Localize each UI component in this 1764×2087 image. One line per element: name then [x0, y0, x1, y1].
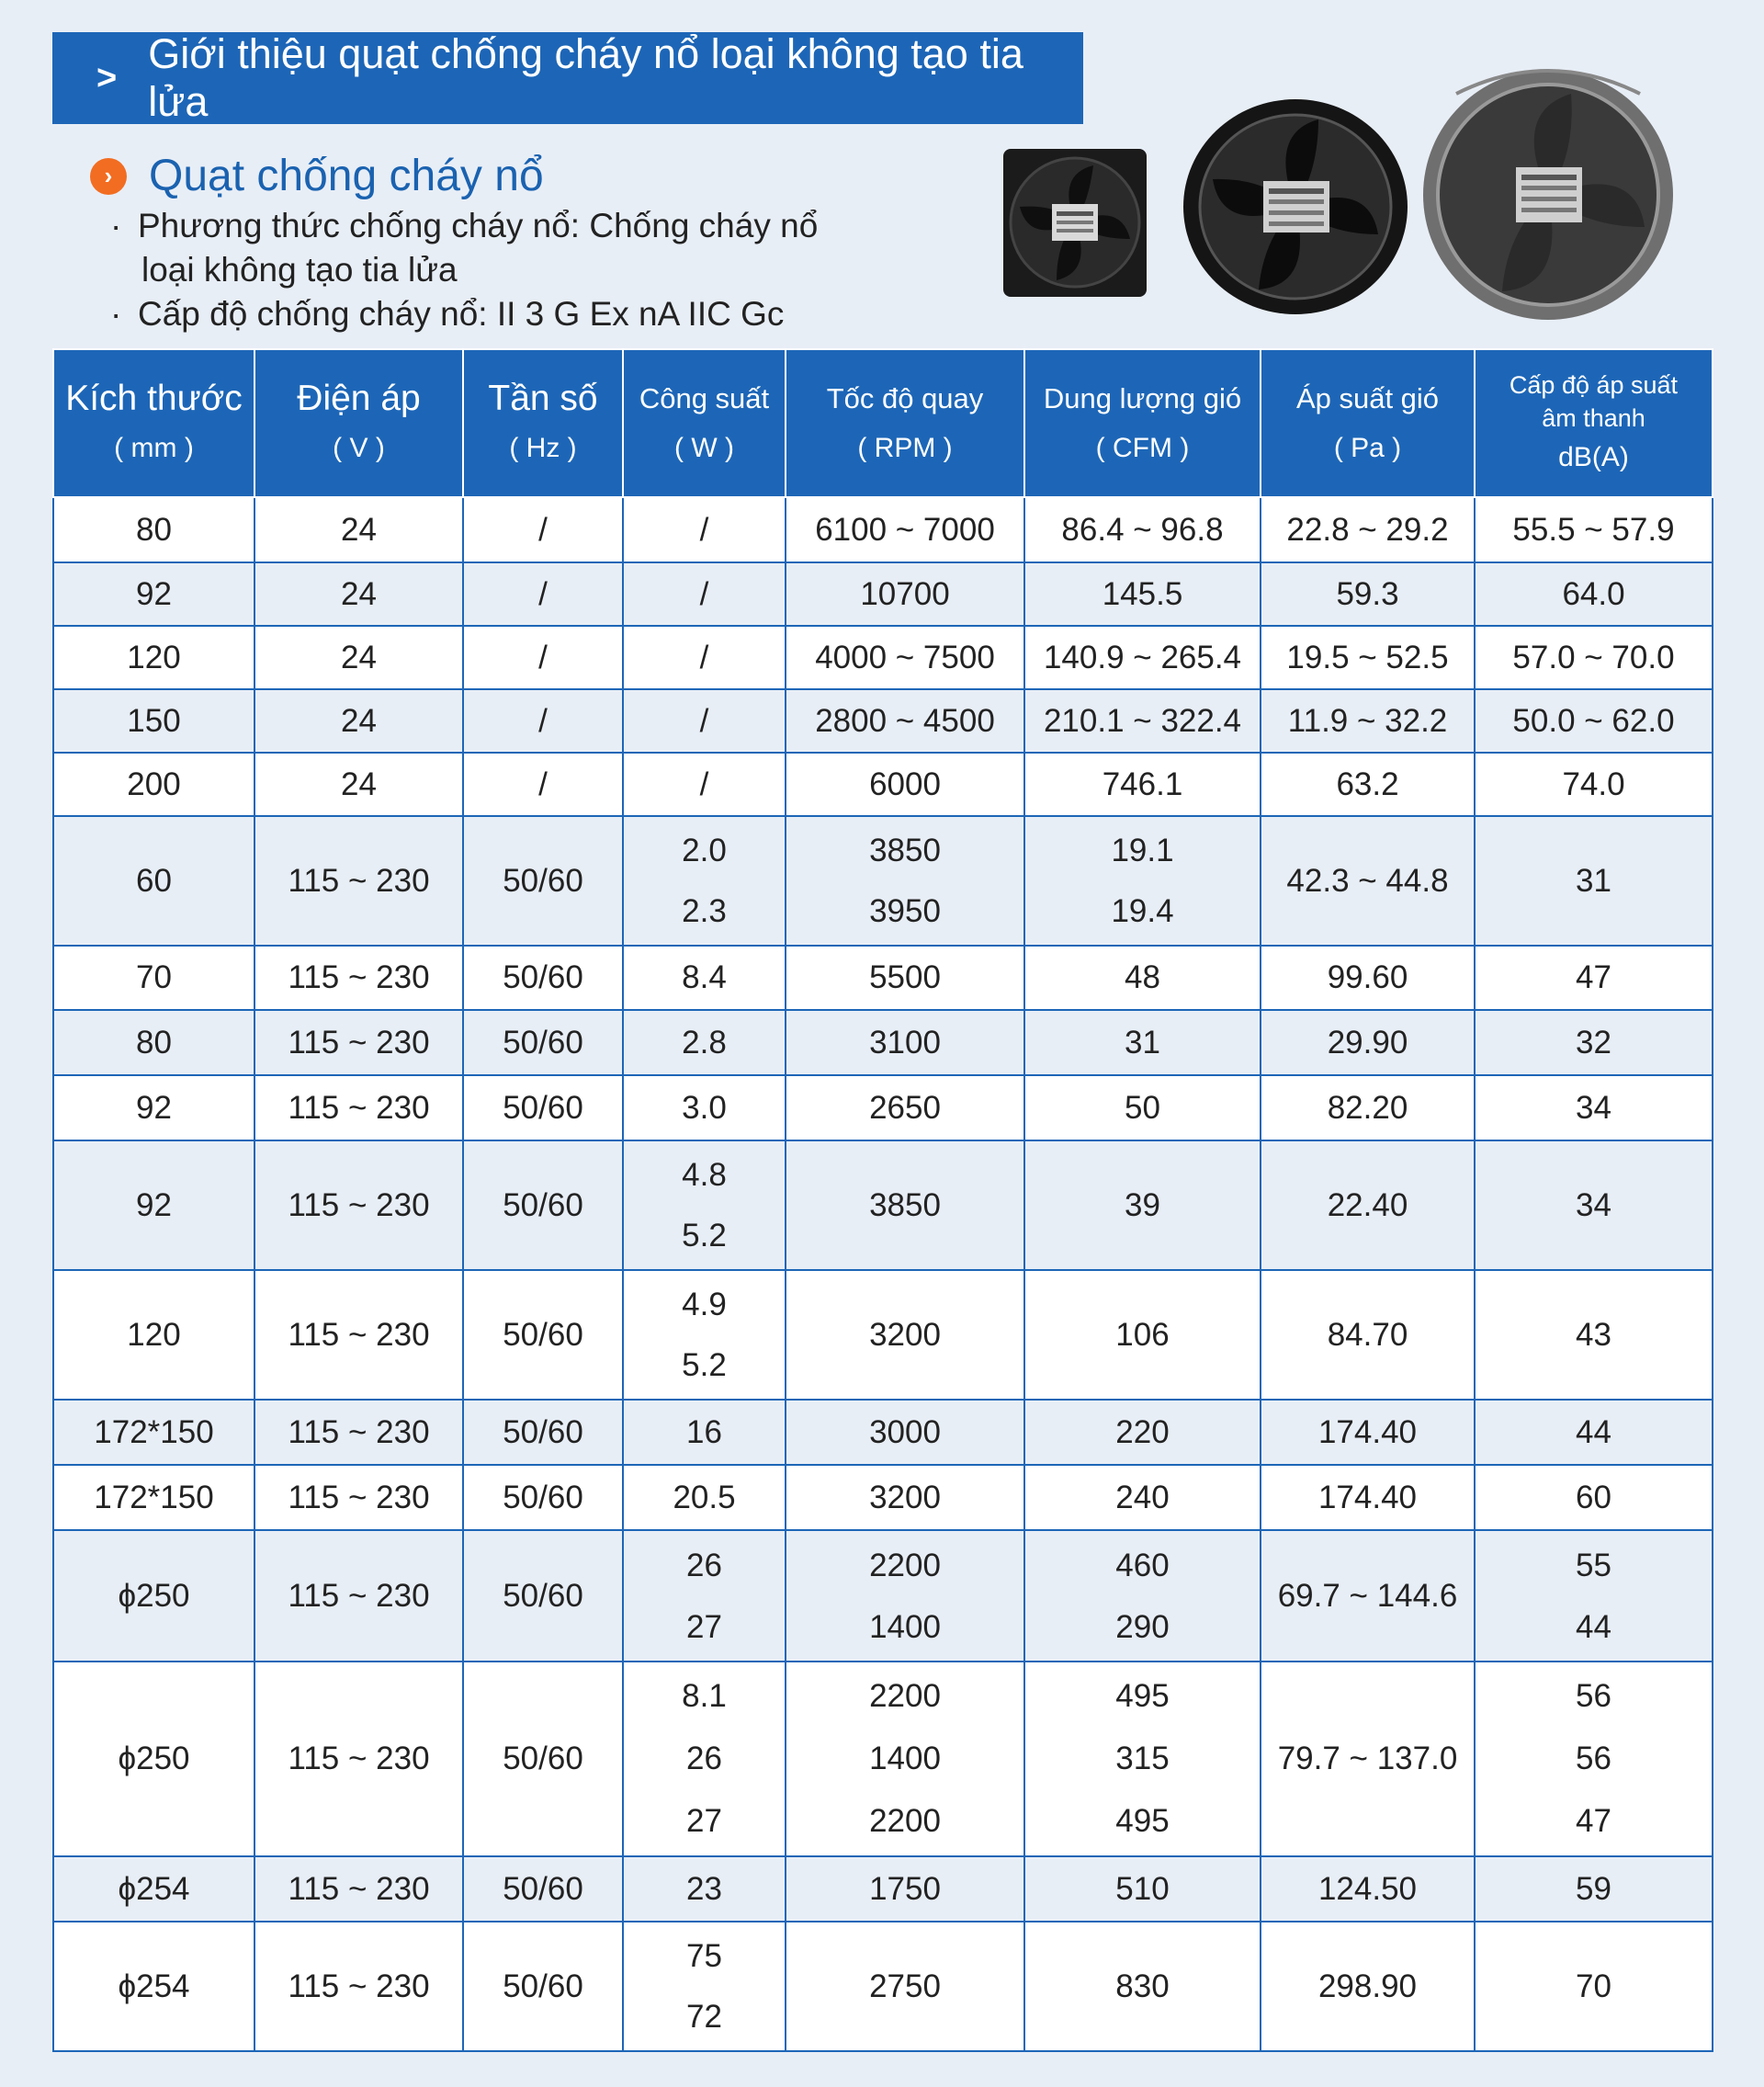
table-cell: 172*150 [53, 1400, 254, 1465]
table-row [53, 1075, 1713, 1140]
table-cell: 115 ~ 230 [254, 1140, 463, 1270]
table-row [53, 497, 1713, 562]
table-cell: 84.70 [1261, 1270, 1475, 1400]
table-cell: 6000 [786, 753, 1024, 816]
round-fan-black-photo [1181, 96, 1410, 317]
table-cell: 50 [1024, 1075, 1261, 1140]
table-cell: 80 [53, 497, 254, 562]
table-cell: 86.4 ~ 96.8 [1024, 497, 1261, 562]
table-header-row [53, 349, 1713, 497]
table-cell: 124.50 [1261, 1856, 1475, 1922]
table-cell: 31 [1475, 816, 1713, 946]
table-cell: 115 ~ 230 [254, 1856, 463, 1922]
table-cell: 39 [1024, 1140, 1261, 1270]
table-cell: 145.5 [1024, 562, 1261, 626]
subheading-text: Quạt chống cháy nổ [149, 152, 544, 200]
table-cell: 298.90 [1261, 1922, 1475, 2051]
table-cell: 115 ~ 230 [254, 1270, 463, 1400]
table-cell: 74.0 [1475, 753, 1713, 816]
table-cell: 4.8 5.2 [623, 1140, 786, 1270]
table-cell: 3.0 [623, 1075, 786, 1140]
table-cell: 50/60 [463, 1400, 623, 1465]
table-row [53, 753, 1713, 816]
table-cell: 115 ~ 230 [254, 1922, 463, 2051]
table-cell: / [463, 562, 623, 626]
table-cell: 63.2 [1261, 753, 1475, 816]
table-cell: 60 [53, 816, 254, 946]
table-cell: 92 [53, 1140, 254, 1270]
table-cell: 8.1 26 27 [623, 1662, 786, 1856]
table-row [53, 1922, 1713, 2051]
header-airflow: Dung lượng gió ( CFM ) [1024, 349, 1261, 497]
table-cell: 75 72 [623, 1922, 786, 2051]
table-cell: / [463, 753, 623, 816]
table-cell: 80 [53, 1010, 254, 1075]
table-cell: 70 [53, 946, 254, 1010]
table-cell: 2800 ~ 4500 [786, 689, 1024, 753]
table-cell: 23 [623, 1856, 786, 1922]
table-row [53, 1270, 1713, 1400]
table-cell: 64.0 [1475, 562, 1713, 626]
table-cell: 10700 [786, 562, 1024, 626]
table-cell: 200 [53, 753, 254, 816]
table-cell: 746.1 [1024, 753, 1261, 816]
table-cell: 2750 [786, 1922, 1024, 2051]
feature-item: · Cấp độ chống cháy nổ: II 3 G Ex nA IIC Gc [110, 295, 785, 333]
table-cell: 115 ~ 230 [254, 1075, 463, 1140]
table-row [53, 1140, 1713, 1270]
table-row [53, 946, 1713, 1010]
subheading [90, 151, 544, 201]
table-cell: 220 [1024, 1400, 1261, 1465]
table-cell: 210.1 ~ 322.4 [1024, 689, 1261, 753]
table-cell: 82.20 [1261, 1075, 1475, 1140]
table-cell: 174.40 [1261, 1465, 1475, 1530]
section-banner [52, 32, 1083, 124]
table-cell: 22.8 ~ 29.2 [1261, 497, 1475, 562]
table-cell: ϕ250 [53, 1530, 254, 1662]
table-cell: 55 44 [1475, 1530, 1713, 1662]
table-cell: 31 [1024, 1010, 1261, 1075]
header-frequency: Tần số ( Hz ) [463, 349, 623, 497]
table-row [53, 626, 1713, 689]
table-row [53, 1530, 1713, 1662]
table-cell: 3100 [786, 1010, 1024, 1075]
table-cell: 4.9 5.2 [623, 1270, 786, 1400]
table-cell: 48 [1024, 946, 1261, 1010]
table-cell: 50/60 [463, 1075, 623, 1140]
table-cell: 24 [254, 689, 463, 753]
table-cell: 24 [254, 497, 463, 562]
table-cell: 50/60 [463, 1530, 623, 1662]
table-cell: 50/60 [463, 1010, 623, 1075]
chevron-right-icon: › [90, 158, 127, 195]
table-cell: 60 [1475, 1465, 1713, 1530]
table-cell: 42.3 ~ 44.8 [1261, 816, 1475, 946]
table-cell: 115 ~ 230 [254, 816, 463, 946]
table-cell: 106 [1024, 1270, 1261, 1400]
table-cell: 47 [1475, 946, 1713, 1010]
table-cell: 3000 [786, 1400, 1024, 1465]
table-cell: 50.0 ~ 62.0 [1475, 689, 1713, 753]
table-cell: 3200 [786, 1270, 1024, 1400]
table-cell: 495 315 495 [1024, 1662, 1261, 1856]
table-cell: 50/60 [463, 1270, 623, 1400]
table-cell: 115 ~ 230 [254, 1400, 463, 1465]
table-cell: 69.7 ~ 144.6 [1261, 1530, 1475, 1662]
table-cell: 3850 3950 [786, 816, 1024, 946]
table-row [53, 1010, 1713, 1075]
table-cell: ϕ254 [53, 1856, 254, 1922]
table-cell: 115 ~ 230 [254, 1662, 463, 1856]
table-cell: 2.8 [623, 1010, 786, 1075]
table-cell: 59 [1475, 1856, 1713, 1922]
table-cell: / [463, 497, 623, 562]
table-cell: 92 [53, 562, 254, 626]
table-row [53, 1400, 1713, 1465]
table-cell: 50/60 [463, 1922, 623, 2051]
table-cell: ϕ250 [53, 1662, 254, 1856]
table-cell: 32 [1475, 1010, 1713, 1075]
square-fan-photo [1001, 147, 1148, 299]
table-cell: 115 ~ 230 [254, 1010, 463, 1075]
table-cell: 50/60 [463, 1140, 623, 1270]
table-cell: 6100 ~ 7000 [786, 497, 1024, 562]
table-cell: 3850 [786, 1140, 1024, 1270]
table-cell: / [623, 626, 786, 689]
table-cell: / [623, 562, 786, 626]
table-cell: 11.9 ~ 32.2 [1261, 689, 1475, 753]
table-cell: / [623, 497, 786, 562]
table-cell: 20.5 [623, 1465, 786, 1530]
table-cell: 92 [53, 1075, 254, 1140]
table-cell: 79.7 ~ 137.0 [1261, 1662, 1475, 1856]
feature-item-continuation: loại không tạo tia lửa [141, 251, 458, 289]
table-row [53, 1465, 1713, 1530]
header-size: Kích thước ( mm ) [53, 349, 254, 497]
header-pressure: Áp suất gió ( Pa ) [1261, 349, 1475, 497]
table-cell: / [463, 626, 623, 689]
table-cell: 59.3 [1261, 562, 1475, 626]
table-cell: 150 [53, 689, 254, 753]
table-cell: 19.5 ~ 52.5 [1261, 626, 1475, 689]
table-cell: 19.1 19.4 [1024, 816, 1261, 946]
table-cell: 70 [1475, 1922, 1713, 2051]
table-cell: 115 ~ 230 [254, 946, 463, 1010]
table-cell: 24 [254, 562, 463, 626]
table-cell: ϕ254 [53, 1922, 254, 2051]
table-cell: 50/60 [463, 1465, 623, 1530]
table-row [53, 562, 1713, 626]
table-cell: 24 [254, 753, 463, 816]
table-row [53, 689, 1713, 753]
table-cell: 115 ~ 230 [254, 1530, 463, 1662]
table-cell: 99.60 [1261, 946, 1475, 1010]
table-cell: 830 [1024, 1922, 1261, 2051]
table-cell: 2.0 2.3 [623, 816, 786, 946]
table-cell: 2200 1400 2200 [786, 1662, 1024, 1856]
feature-item: · Phương thức chống cháy nổ: Chống cháy nổ [110, 207, 819, 244]
chevron-icon: > [96, 58, 118, 97]
table-cell: 510 [1024, 1856, 1261, 1922]
table-row [53, 1662, 1713, 1856]
table-cell: 4000 ~ 7500 [786, 626, 1024, 689]
table-cell: 174.40 [1261, 1400, 1475, 1465]
table-cell: 172*150 [53, 1465, 254, 1530]
header-speed: Tốc độ quay ( RPM ) [786, 349, 1024, 497]
table-cell: / [623, 753, 786, 816]
table-cell: 34 [1475, 1140, 1713, 1270]
table-row [53, 1856, 1713, 1922]
table-cell: 1750 [786, 1856, 1024, 1922]
table-cell: 43 [1475, 1270, 1713, 1400]
table-cell: 8.4 [623, 946, 786, 1010]
table-cell: 22.40 [1261, 1140, 1475, 1270]
table-cell: 240 [1024, 1465, 1261, 1530]
table-cell: 115 ~ 230 [254, 1465, 463, 1530]
header-voltage: Điện áp ( V ) [254, 349, 463, 497]
table-cell: 55.5 ~ 57.9 [1475, 497, 1713, 562]
table-cell: 120 [53, 1270, 254, 1400]
table-cell: 50/60 [463, 1662, 623, 1856]
table-cell: 50/60 [463, 816, 623, 946]
table-cell: / [623, 689, 786, 753]
feature-list [110, 204, 818, 336]
table-cell: 26 27 [623, 1530, 786, 1662]
table-cell: 50/60 [463, 946, 623, 1010]
table-cell: 16 [623, 1400, 786, 1465]
table-cell: 44 [1475, 1400, 1713, 1465]
table-cell: 140.9 ~ 265.4 [1024, 626, 1261, 689]
table-cell: 24 [254, 626, 463, 689]
table-cell: 50/60 [463, 1856, 623, 1922]
table-cell: 29.90 [1261, 1010, 1475, 1075]
table-cell: 2200 1400 [786, 1530, 1024, 1662]
table-cell: / [463, 689, 623, 753]
banner-title: Giới thiệu quạt chống cháy nổ loại không tạo tia lửa [148, 30, 1023, 125]
table-cell: 34 [1475, 1075, 1713, 1140]
table-cell: 2650 [786, 1075, 1024, 1140]
table-cell: 120 [53, 626, 254, 689]
header-noise: Cấp độ áp suất âm thanh dB(A) [1475, 349, 1713, 497]
header-power: Công suất ( W ) [623, 349, 786, 497]
table-cell: 57.0 ~ 70.0 [1475, 626, 1713, 689]
round-fan-grey-photo [1419, 57, 1677, 323]
table-cell: 5500 [786, 946, 1024, 1010]
table-row [53, 816, 1713, 946]
table-cell: 56 56 47 [1475, 1662, 1713, 1856]
table-cell: 3200 [786, 1465, 1024, 1530]
table-cell: 460 290 [1024, 1530, 1261, 1662]
spec-table [52, 348, 1713, 2052]
